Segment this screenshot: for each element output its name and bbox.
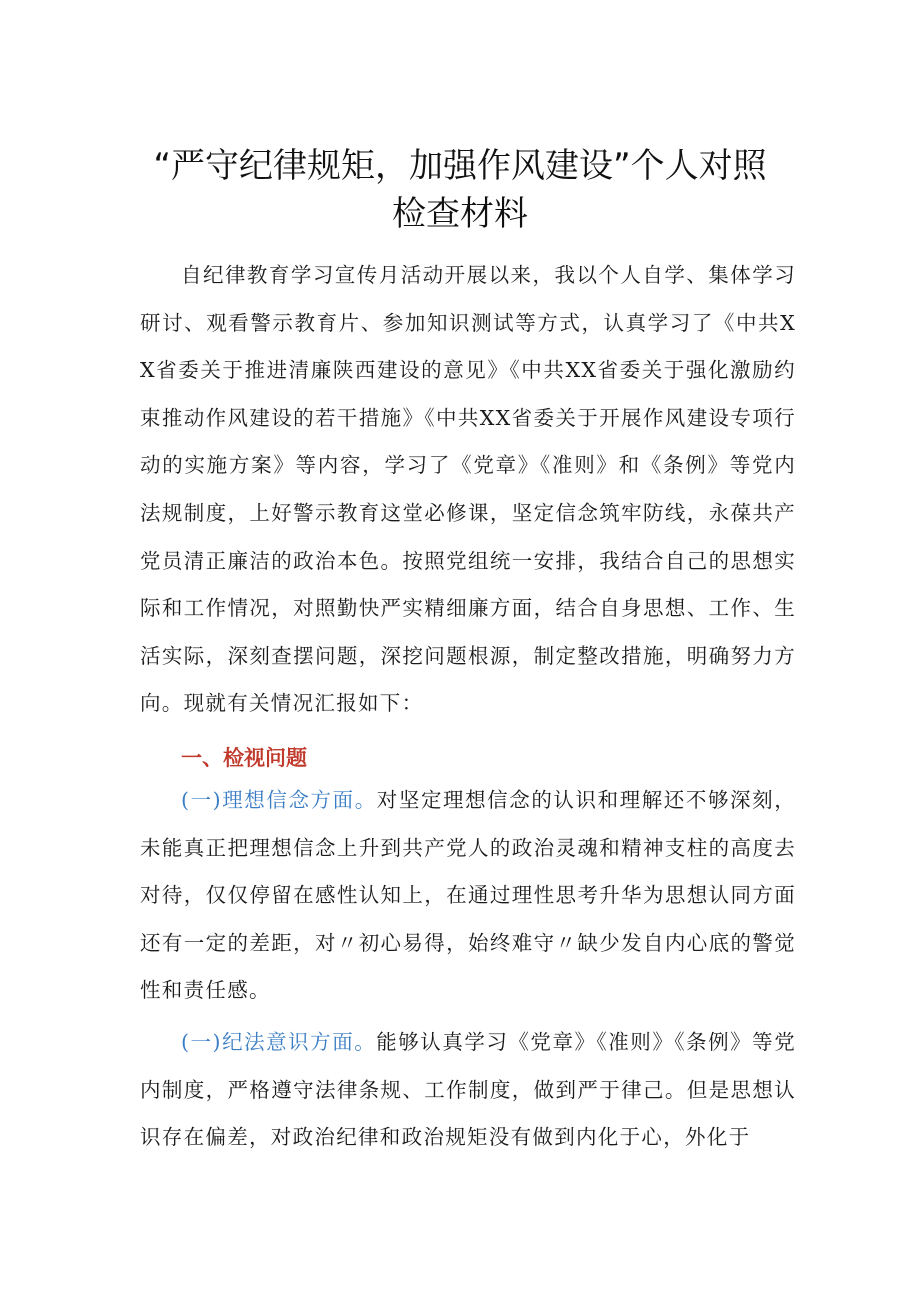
document-title-line-2: 检查材料 (392, 194, 528, 234)
document-title-line-1: “严守纪律规矩，加强作风建设”个人对照 (153, 146, 767, 186)
item-paragraph-2 (140, 1019, 796, 1162)
item-lead-2: (一)纪法意识方面。 (181, 1030, 377, 1054)
item-lead-1: (一)理想信念方面。 (181, 788, 377, 812)
item-paragraph-1 (140, 777, 796, 1015)
item-text-1: 对坚定理想信念的认识和理解还不够深刻，未能真正把理想信念上升到共产党人的政治灵魂和精神支柱的高度去对待，仅仅停留在感性认知上，在通过理性思考升华为思想认同方面还有一定的差距，对〃初心易得，始终难守〃缺少发自内心底的警觉性和责任感。 (140, 788, 796, 1003)
section-heading-1: 一、检视问题 (181, 746, 307, 770)
intro-paragraph: 自纪律教育学习宣传月活动开展以来，我以个人自学、集体学习研讨、观看警示教育片、参加知识测试等方式，认真学习了《中共XX省委关于推进清廉陕西建设的意见》《中共XX省委关于强化激励约束推动作风建设的若干措施》《中共XX省委关于开展作风建设专项行动的实施方案》等内容，学习了《党章》《准则》和《条例》等党内法规制度，上好警示教育这堂必修课，坚定信念筑牢防线，永葆共产党员清正廉洁的政治本色。按照党组统一安排，我结合自己的思想实际和工作情况，对照勤快严实精细廉方面，结合自身思想、工作、生活实际，深刻查摆问题，深挖问题根源，制定整改措施，明确努力方向。现就有关情况汇报如下： (140, 263, 796, 716)
item-text-2: 能够认真学习《党章》《准则》《条例》等党内制度，严格遵守法律条规、工作制度，做到严于律己。但是思想认识存在偏差，对政治纪律和政治规矩没有做到内化于心，外化于 (140, 1030, 797, 1150)
